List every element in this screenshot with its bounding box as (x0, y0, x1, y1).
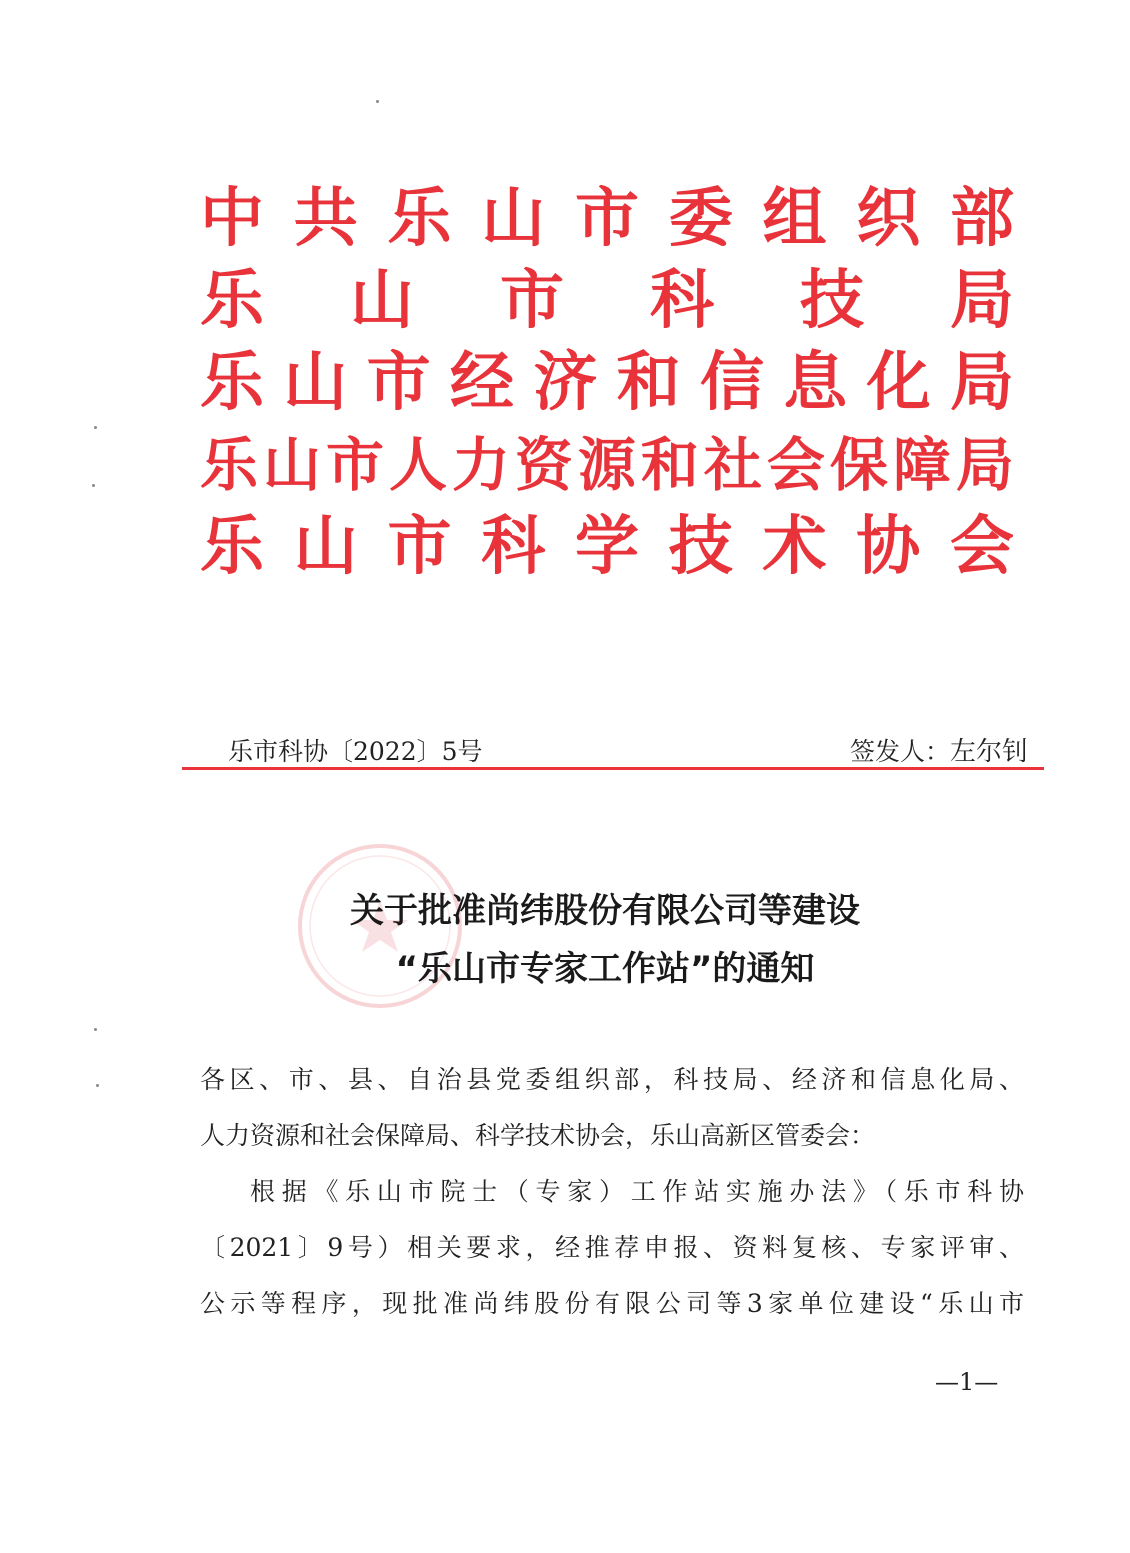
masthead-char: 山 (262, 431, 321, 499)
document-number-row (228, 732, 1028, 772)
masthead-char: 山 (350, 264, 414, 338)
masthead-char: 乐 (200, 510, 264, 584)
masthead-char: 委 (668, 182, 733, 256)
scan-speck (94, 426, 97, 429)
masthead-char: 协 (856, 510, 921, 584)
signer (850, 732, 1028, 772)
masthead-char: 市 (366, 346, 431, 420)
masthead-char: 化 (866, 346, 931, 420)
masthead-line-4 (200, 424, 1014, 506)
masthead-char: 科 (650, 264, 714, 338)
masthead-char: 会 (950, 510, 1014, 584)
body-line-1: 各区、市、县、自治县党委组织部，科技局、经济和信息化局、 (200, 1065, 1024, 1094)
document-number: 乐市科协〔2022〕5号 (228, 737, 483, 766)
notice-title (200, 882, 1010, 998)
masthead-line-3 (200, 342, 1014, 424)
masthead-char: 山 (283, 346, 348, 420)
masthead-char: 组 (762, 182, 827, 256)
masthead-char: 障 (892, 431, 951, 499)
scan-speck (376, 100, 379, 103)
masthead-char: 乐 (200, 431, 259, 499)
masthead-char: 市 (575, 182, 639, 256)
masthead-char: 乐 (200, 346, 264, 420)
masthead-char: 山 (293, 510, 358, 584)
masthead-char: 和 (640, 431, 699, 499)
masthead-char: 力 (451, 431, 510, 499)
masthead-char: 部 (950, 182, 1014, 256)
masthead-line-1 (200, 178, 1014, 260)
masthead-char: 济 (533, 346, 598, 420)
masthead-char: 技 (668, 510, 733, 584)
masthead-char: 市 (500, 264, 564, 338)
masthead-char: 保 (829, 431, 888, 499)
masthead-char: 市 (325, 431, 384, 499)
body-line-2: 人力资源和社会保障局、科学技术协会，乐山高新区管委会： (200, 1121, 876, 1150)
masthead-char: 局 (949, 346, 1014, 420)
masthead-char: 信 (699, 346, 764, 420)
title-line-2: “乐山市专家工作站”的通知 (395, 949, 815, 989)
masthead-char: 会 (766, 431, 825, 499)
masthead-char: 中 (200, 182, 264, 256)
body-line-5: 公示等程序，现批准尚纬股份有限公司等3家单位建设“乐山市 (200, 1289, 1024, 1318)
page-number: —1— (935, 1368, 999, 1396)
masthead-char: 社 (703, 431, 762, 499)
masthead-char: 局 (950, 264, 1014, 338)
body-line-4: 〔2021〕9号）相关要求，经推荐申报、资料复核、专家评审、 (200, 1233, 1024, 1262)
masthead-char: 技 (800, 264, 864, 338)
masthead-char: 科 (481, 510, 546, 584)
masthead-line-2 (200, 260, 1014, 342)
masthead-line-5 (200, 506, 1014, 588)
signer-name: 左尔钊 (949, 737, 1028, 767)
red-divider-rule (182, 767, 1044, 770)
issuing-authorities-masthead (200, 178, 1014, 588)
title-line-1: 关于批准尚纬股份有限公司等建设 (350, 891, 860, 931)
masthead-char: 和 (616, 346, 681, 420)
scan-speck (96, 1084, 99, 1087)
signer-label: 签发人： (849, 737, 950, 766)
masthead-char: 织 (856, 182, 921, 256)
masthead-char: 学 (575, 510, 639, 584)
masthead-char: 共 (293, 182, 358, 256)
scan-speck (94, 1028, 97, 1031)
notice-body (200, 1052, 1024, 1332)
masthead-char: 山 (481, 182, 546, 256)
body-line-3: 根据《乐山市院士（专家）工作站实施办法》（乐市科协 (250, 1177, 1024, 1206)
masthead-char: 市 (387, 510, 452, 584)
masthead-char: 术 (762, 510, 827, 584)
masthead-char: 局 (955, 431, 1014, 499)
masthead-char: 息 (783, 346, 848, 420)
masthead-char: 乐 (387, 182, 452, 256)
masthead-char: 经 (449, 346, 514, 420)
scan-speck (92, 484, 95, 487)
masthead-char: 资 (514, 431, 573, 499)
masthead-char: 乐 (200, 264, 264, 338)
masthead-char: 源 (577, 431, 636, 499)
masthead-char: 人 (388, 431, 447, 499)
